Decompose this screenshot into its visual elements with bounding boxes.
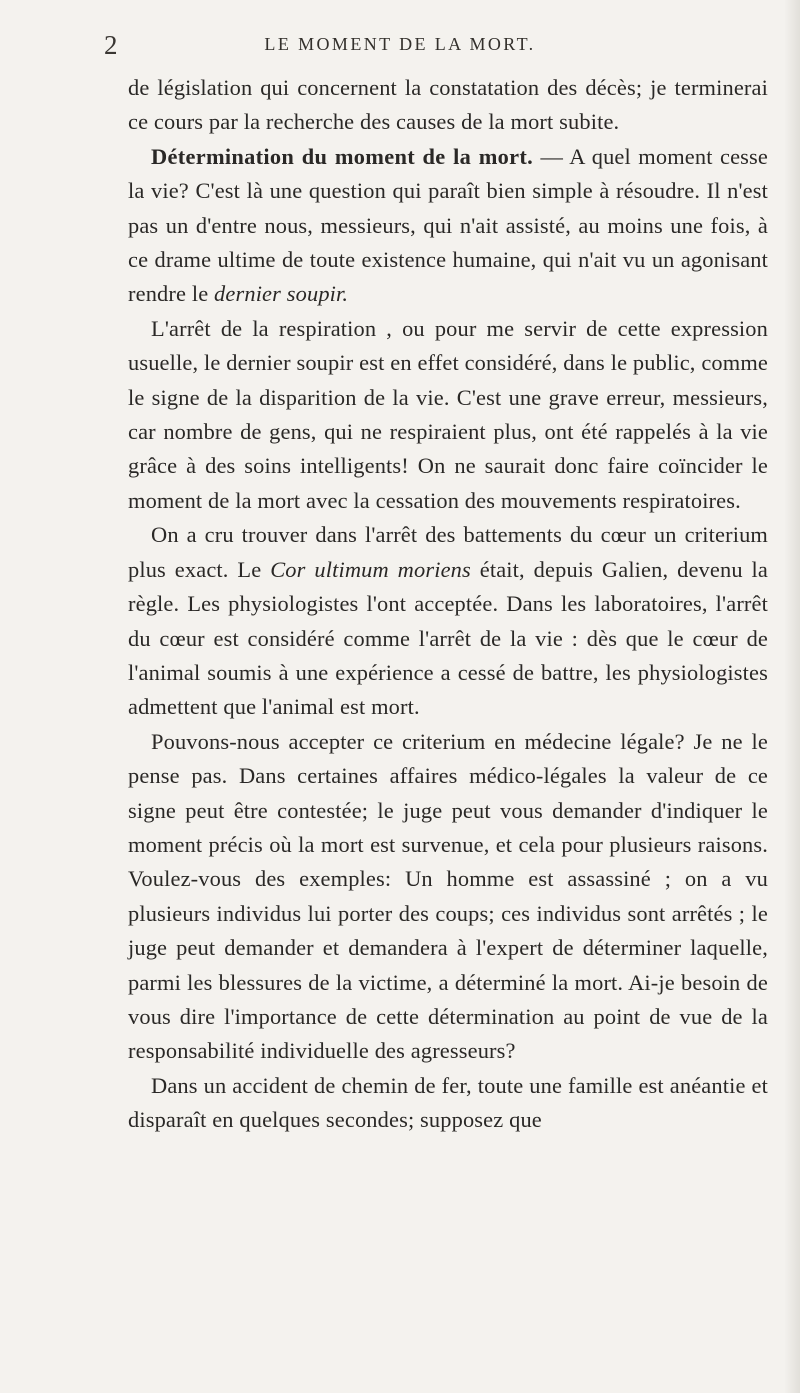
paragraph-2-italic: dernier soupir. xyxy=(214,281,349,307)
paragraph-2-text: — A quel moment cesse la vie? C'est là une question qui paraît bien simple à résoudre. Il n'est pas un d'entre nous, messieurs, qui n'ait assisté, au moins une fois, à ce drame ultime de toute existence humaine, qui n'ait vu un agonisant rendre le xyxy=(128,143,768,307)
paragraph-6: Dans un accident de chemin de fer, toute une famille est anéantie et disparaît en quelques secondes; supposez que xyxy=(128,1072,768,1133)
paragraph-4-italic: Cor ultimum moriens xyxy=(270,556,471,582)
paragraph-4-text: On a cru trouver dans l'arrêt des battements du cœur un criterium plus exact. Le xyxy=(128,522,768,582)
paragraph-4-text-end: était, depuis Galien, devenu la règle. Les physiologistes l'ont acceptée. Dans les laboratoires, l'arrêt du cœur est considéré comme l'arrêt de la vie : dès que le cœur de l'animal soumis à une expérience a cessé de battre, les physiologistes admettent que l'animal est mort. xyxy=(128,556,769,720)
body-text xyxy=(128,71,768,1138)
section-heading: Détermination du moment de la mort. xyxy=(151,143,534,169)
paragraph-3: L'arrêt de la respiration , ou pour me servir de cette expression usuelle, le dernier soupir est en effet considéré, dans le public, comme le signe de la disparition de la vie. C'est une grave erreur, messieurs, car nombre de gens, qui ne respiraient plus, ont été rappelés à la vie grâce à des soins intelligents! On ne saurait donc faire coïncider le moment de la mort avec la cessation des mouvements respiratoires. xyxy=(128,315,768,513)
page-edge-shadow xyxy=(784,0,800,1393)
page-number: 2 xyxy=(104,30,118,60)
paragraph-5: Pouvons-nous accepter ce criterium en médecine légale? Je ne le pense pas. Dans certaines affaires médico-légales la valeur de ce signe peut être contestée; le juge peut vous demander d'indiquer le moment précis où la mort est survenue, et cela pour plusieurs raisons. Voulez-vous des exemples: Un homme est assassiné ; on a vu plusieurs individus lui porter des coups; ces individus sont arrêtés ; le juge peut demander et demandera à l'expert de déterminer laquelle, parmi les blessures de la victime, a déterminé la mort. Ai-je besoin de vous dire l'importance de cette détermination au point de vue de la responsabilité individuelle des agresseurs? xyxy=(128,728,768,1064)
paragraph-1: de législation qui concernent la constatation des décès; je terminerai ce cours par la recherche des causes de la mort subite. xyxy=(128,75,768,135)
running-head: LE MOMENT DE LA MORT. xyxy=(264,34,536,54)
paragraph-4 xyxy=(128,518,768,724)
paragraph-2 xyxy=(128,140,768,312)
